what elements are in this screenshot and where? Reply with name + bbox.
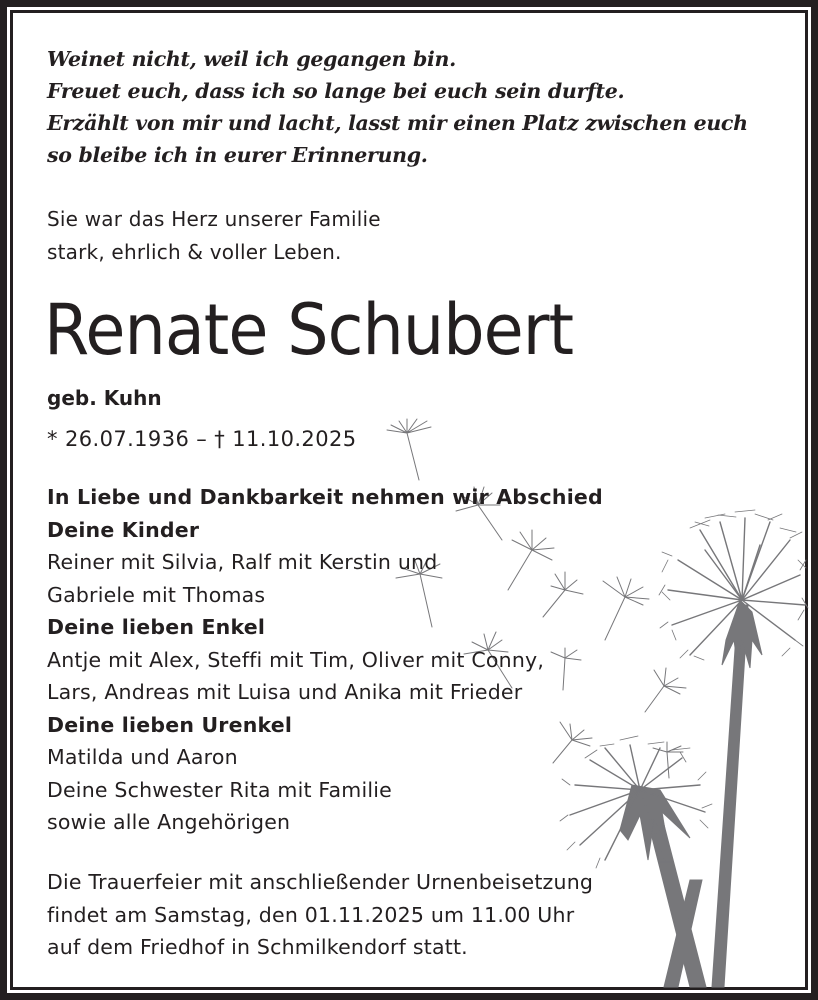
intro-line: Sie war das Herz unserer Familie [47, 207, 381, 231]
funeral-line: findet am Samstag, den 01.11.2025 um 11.00 Uhr [47, 902, 575, 927]
funeral-line: auf dem Friedhof in Schmilkendorf statt. [47, 935, 468, 959]
funeral-info [47, 866, 593, 964]
group-line: sowie alle Angehörigen [47, 810, 291, 834]
group-line: Deine Schwester Rita mit Familie [47, 777, 392, 802]
group-line: Matilda und Aaron [47, 745, 238, 769]
group-line: Gabriele mit Thomas [47, 582, 266, 607]
motto-poem [47, 43, 748, 171]
group-line: Lars, Andreas mit Luisa und Anika mit Frieder [47, 680, 523, 704]
mourners-block [47, 481, 603, 839]
funeral-line: Die Trauerfeier mit anschließender Urnenbeisetzung [47, 870, 594, 894]
mourners-heading: In Liebe und Dankbarkeit nehmen wir Abschied [47, 485, 603, 509]
group-line: Antje mit Alex, Steffi mit Tim, Oliver mit Conny, [47, 647, 545, 672]
group-title-great-grandchildren: Deine lieben Urenkel [47, 712, 293, 737]
life-dates: * 26.07.1936 – † 11.10.2025 [47, 427, 357, 451]
deceased-name: Renate Schubert [44, 289, 574, 371]
motto-line: so bleibe ich in eurer Erinnerung. [47, 143, 428, 167]
group-title-children: Deine Kinder [47, 517, 200, 542]
intro-line: stark, ehrlich & voller Leben. [47, 240, 342, 264]
motto-line: Erzählt von mir und lacht, lasst mir einen Platz zwischen euch [47, 111, 748, 135]
motto-line: Freuet euch, dass ich so lange bei euch sein durfte. [47, 79, 625, 103]
maiden-name: geb. Kuhn [47, 386, 162, 410]
motto-line: Weinet nicht, weil ich gegangen bin. [47, 47, 456, 71]
group-line: Reiner mit Silvia, Ralf mit Kerstin und [47, 550, 438, 574]
group-title-grandchildren: Deine lieben Enkel [47, 615, 266, 639]
intro-text [47, 203, 381, 269]
